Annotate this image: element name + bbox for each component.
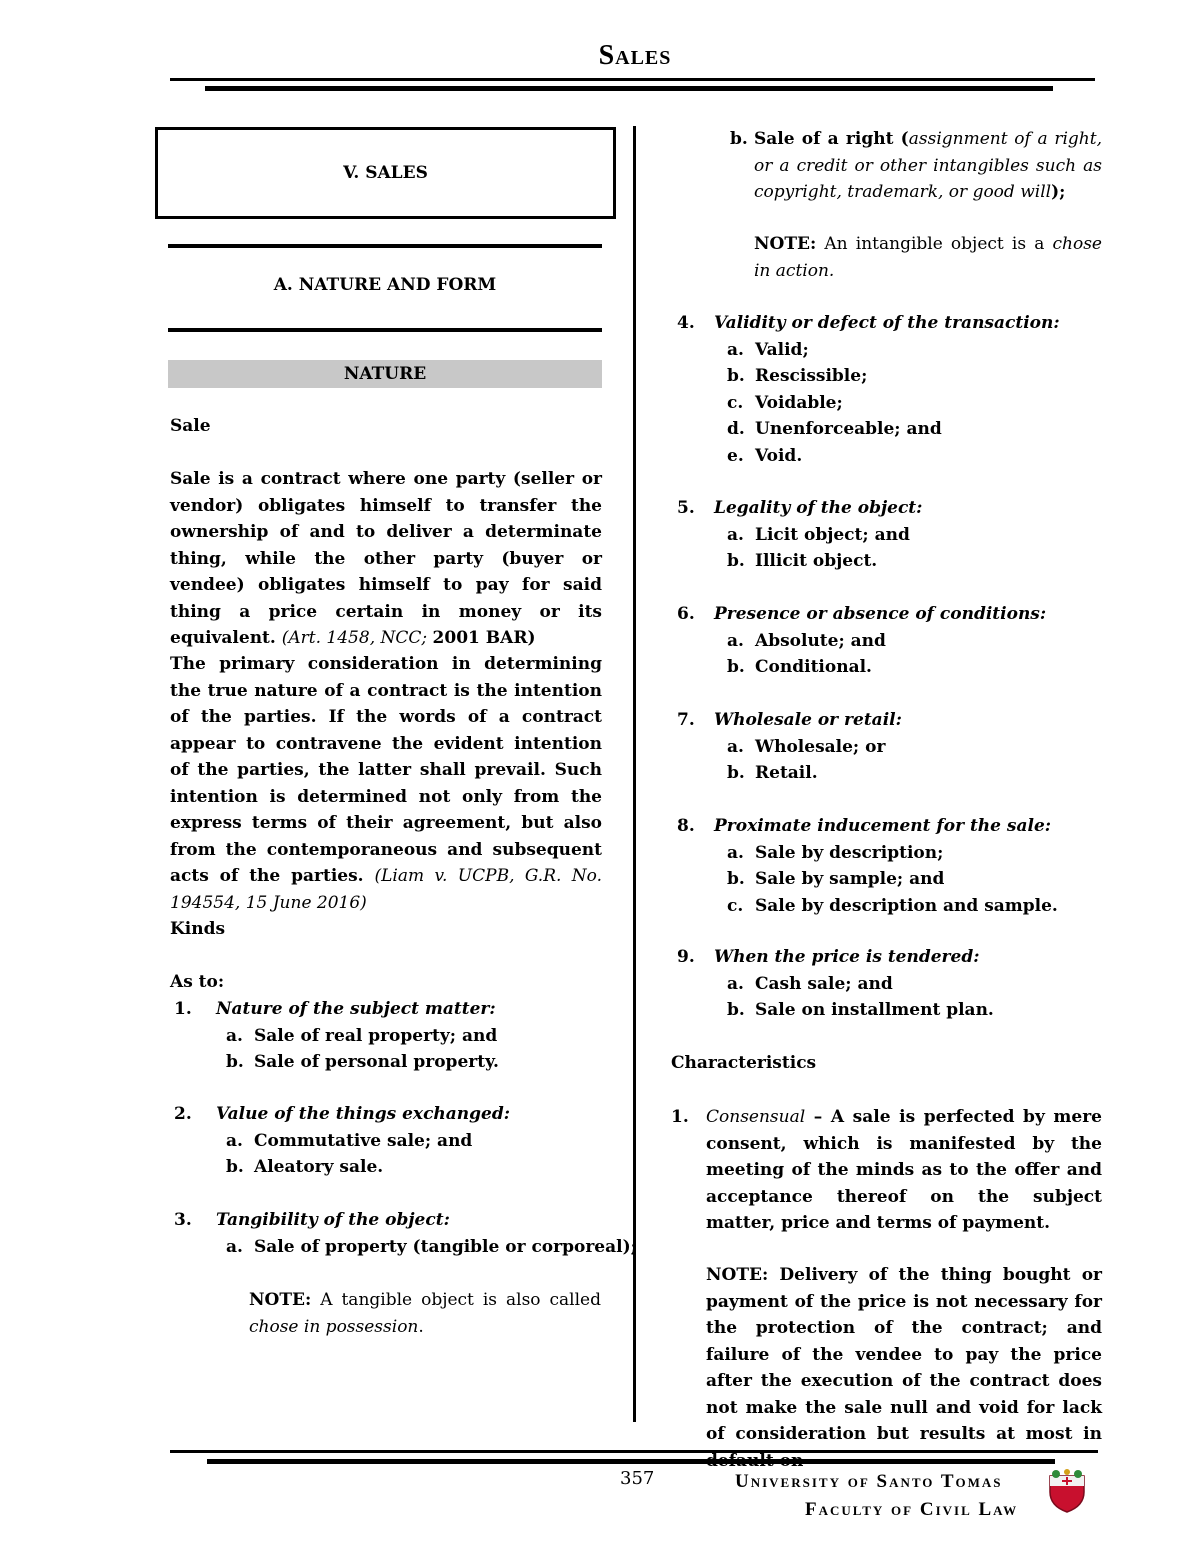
intention-paragraph: The primary consideration in determining the true nature of a contract is the intention of the parties. If the words of a contract appear to contravene the evident intention of the parties, the latter shall prevail. Such intention is determined not only from the express terms of their agreement, but also from the contemporaneous and subsequent acts of the parties. (Liam v. UCPB, G.R. No. 194554, 15 June 2016) (170, 654, 602, 913)
list-item: b. Rescissible; (727, 366, 868, 386)
list-item: c. Sale by description and sample. (727, 895, 1058, 916)
list-item: a. Commutative sale; and (226, 1130, 473, 1151)
list-item: b. Sale by sample; and (727, 869, 945, 889)
list-item: a. Cash sale; and (727, 973, 893, 994)
list-item: d. Unenforceable; and (727, 419, 942, 439)
section-title: A. NATURE AND FORM (273, 275, 497, 295)
list-item: c. Voidable; (727, 392, 843, 413)
kind-3: 3. Tangibility of the object: a. Sale of property (tangible or corporeal); (174, 1207, 637, 1260)
kind-1: 1. Nature of the subject matter: a. Sale of real property; and b. Sale of personal property. (174, 996, 499, 1076)
university-seal-icon (1044, 1468, 1090, 1514)
list-item: a. Valid; (727, 339, 809, 360)
university-name: University of Santo Tomas (735, 1471, 1003, 1492)
list-item: b. Retail. (727, 763, 818, 783)
header-rule-bottom (205, 86, 1053, 91)
as-to-label: As to: (170, 972, 225, 992)
list-item: b. Sale of personal property. (226, 1052, 499, 1072)
kind-2: 2. Value of the things exchanged: a. Commutative sale; and b. Aleatory sale. (174, 1101, 510, 1181)
list-item: b. Sale on installment plan. (727, 1000, 994, 1020)
note-intangible: NOTE: An intangible object is a chose in action. (754, 234, 1102, 281)
list-item: a. Sale by description; (727, 842, 944, 863)
list-item: a. Sale of real property; and (226, 1025, 498, 1046)
kinds-heading: Kinds (170, 919, 226, 939)
list-item: e. Void. (727, 445, 803, 466)
kind-4: 4. Validity or defect of the transaction: a. Valid; b. Rescissible; c. Voidable; d. Unenforceable; and e. Void. (677, 310, 1060, 469)
header-rule-top (170, 78, 1095, 81)
faculty-name: Faculty of Civil Law (805, 1499, 1019, 1520)
sale-heading: Sale (170, 416, 211, 436)
kind-6: 6. Presence or absence of conditions: a. Absolute; and b. Conditional. (677, 601, 1046, 681)
list-item: a. Sale of property (tangible or corporeal); (226, 1236, 637, 1257)
list-item: a. Licit object; and (727, 524, 910, 545)
chapter-title-box (155, 127, 616, 219)
characteristic-1: 1. Consensual – A sale is perfected by mere consent, which is manifested by the meeting of the minds as to the offer and acceptance thereof on the subject matter, price and terms of payment. (671, 1107, 1102, 1233)
list-item: b. Conditional. (727, 657, 872, 677)
sale-definition: Sale is a contract where one party (seller or vendor) obligates himself to transfer the ownership of and to deliver a determinate thing, while the other party (buyer or vendee) obligates himself to pay for said thing a price certain in money or its equivalent. (Art. 1458, NCC; 2001 BAR) (170, 469, 602, 648)
kind-5: 5. Legality of the object: a. Licit object; and b. Illicit object. (677, 495, 922, 575)
section-rule-top (168, 244, 602, 248)
characteristics-heading: Characteristics (671, 1053, 817, 1073)
list-item: b. Aleatory sale. (226, 1157, 384, 1177)
kind-9: 9. When the price is tendered: a. Cash sale; and b. Sale on installment plan. (677, 944, 994, 1024)
note-tangible: NOTE: A tangible object is also called chose in possession. (249, 1290, 601, 1337)
list-item: a. Wholesale; or (727, 736, 886, 757)
list-item: b. Illicit object. (727, 551, 878, 571)
list-item: a. Absolute; and (727, 630, 886, 651)
nature-heading: NATURE (168, 360, 602, 388)
kind-8: 8. Proximate inducement for the sale: a. Sale by description; b. Sale by sample; and c. Sale by description and sample. (677, 813, 1058, 919)
footer-rule-bottom (207, 1459, 1055, 1464)
kind-7: 7. Wholesale or retail: a. Wholesale; or b. Retail. (677, 707, 902, 787)
section-rule-bottom (168, 328, 602, 332)
chapter-title: V. SALES (343, 163, 428, 183)
kind-3b: b. Sale of a right (assignment of a right, or a credit or other intangibles such as copyright, trademark, or good will); (730, 129, 1102, 202)
note-delivery: NOTE: Delivery of the thing bought or payment of the price is not necessary for the protection of the contract; and failure of the vendee to pay the price after the execution of the contract does not make the sale null and void for lack of consideration but results at most in (706, 1265, 1102, 1444)
page-header-title: Sales (598, 40, 672, 71)
footer-rule-top (170, 1450, 1098, 1453)
page-number: 357 (620, 1468, 655, 1489)
